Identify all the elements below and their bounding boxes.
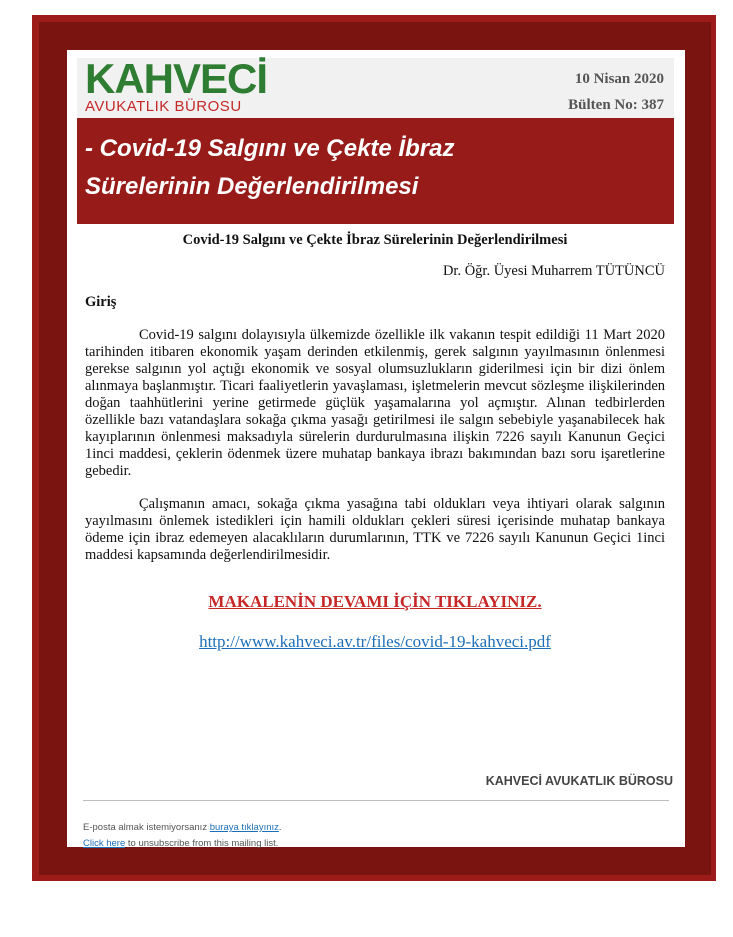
footer-divider bbox=[83, 800, 669, 801]
title-banner bbox=[77, 118, 674, 224]
logo-subtitle: AVUKATLIK BÜROSU bbox=[85, 98, 242, 115]
paragraph-1: Covid-19 salgını dolayısıyla ülkemizde özellikle ilk vakanın tespit edildiği 11 Mart 2020 tarihinden itibaren ekonomik yaşam derinden etkilenmiş, gerek salgının yayılmasının önlenmesi gerekse salgının yol açtığı ekonomik ve sosyal olumsuzlukların giderilmesi için bir dizi önlem alınmaya başlanmıştır. Ticari faaliyetlerin yavaşlaması, işletmelerin mevcut sözleşme ilişkilerinden doğan taahhütlerini yerine getirmede güçlük yaşamalarına yol açmıştır. Alınan tedbirlerden özellikle bazı vatandaşlara sokağa çıkma yasağı getirilmesi ile salgın sebebiyle yaşanabilecek hak kayıplarının önlenmesi maksadıyla sürelerin durdurulmasına ilişkin 7226 sayılı Kanunun Geçici 1inci maddesi, çeklerin ödenmek üzere muhatap bankaya ibrazı bakımından bazı soru işaretlerine gebedir. bbox=[85, 327, 665, 479]
article-title: Covid-19 Salgını ve Çekte İbraz Sürelerinin Değerlendirilmesi bbox=[182, 232, 568, 248]
continue-reading-link[interactable]: MAKALENİN DEVAMI İÇİN TIKLAYINIZ. bbox=[208, 592, 542, 611]
pdf-link[interactable]: http://www.kahveci.av.tr/files/covid-19-kahveci.pdf bbox=[199, 632, 551, 651]
paragraph-2: Çalışmanın amacı, sokağa çıkma yasağına tabi oldukları veya ihtiyari olarak salgının yayılmasını önlemek istedikleri için hamili oldukları çekleri süresi içerisinde muhatap bankaya ödeme için ibraz edemeyen alacaklıların durumlarının, TTK ve 7226 sayılı Kanunun Geçici 1inci maddesi kapsamında değerlendirilmesidir. bbox=[85, 496, 665, 563]
footer-line-1 bbox=[83, 820, 282, 836]
logo-main: KAHVECİ bbox=[85, 55, 268, 102]
email-frame bbox=[39, 22, 711, 875]
header-meta bbox=[568, 66, 664, 118]
banner-title bbox=[85, 130, 665, 206]
footer-unsubscribe-link-tr[interactable]: buraya tıklayınız bbox=[209, 822, 279, 833]
continue-reading bbox=[85, 592, 665, 612]
signature: KAHVECİ AVUKATLIK BÜROSU bbox=[485, 774, 673, 788]
footer-unsubscribe-text-tr: E-posta almak istemiyorsanız bbox=[83, 822, 208, 833]
footer bbox=[83, 820, 282, 852]
footer-unsubscribe-link-en[interactable]: Click here bbox=[83, 838, 126, 849]
banner-title-line1: - Covid-19 Salgını ve Çekte İbraz bbox=[85, 135, 455, 162]
article-author: Dr. Öğr. Üyesi Muharrem TÜTÜNCÜ bbox=[442, 263, 665, 279]
bulletin-number: Bülten No: 387 bbox=[568, 97, 664, 113]
footer-period: . bbox=[278, 822, 282, 833]
pdf-link-row bbox=[85, 632, 665, 652]
email-body bbox=[67, 50, 685, 847]
article-content bbox=[85, 232, 665, 652]
header bbox=[77, 55, 674, 118]
section-heading: Giriş bbox=[85, 294, 117, 310]
banner-title-line2: Sürelerinin Değerlendirilmesi bbox=[85, 173, 419, 200]
email-outer-border bbox=[32, 15, 716, 881]
footer-unsubscribe-text-en: to unsubscribe from this mailing list. bbox=[127, 838, 279, 849]
bulletin-date: 10 Nisan 2020 bbox=[574, 71, 664, 87]
footer-line-2 bbox=[83, 836, 282, 852]
